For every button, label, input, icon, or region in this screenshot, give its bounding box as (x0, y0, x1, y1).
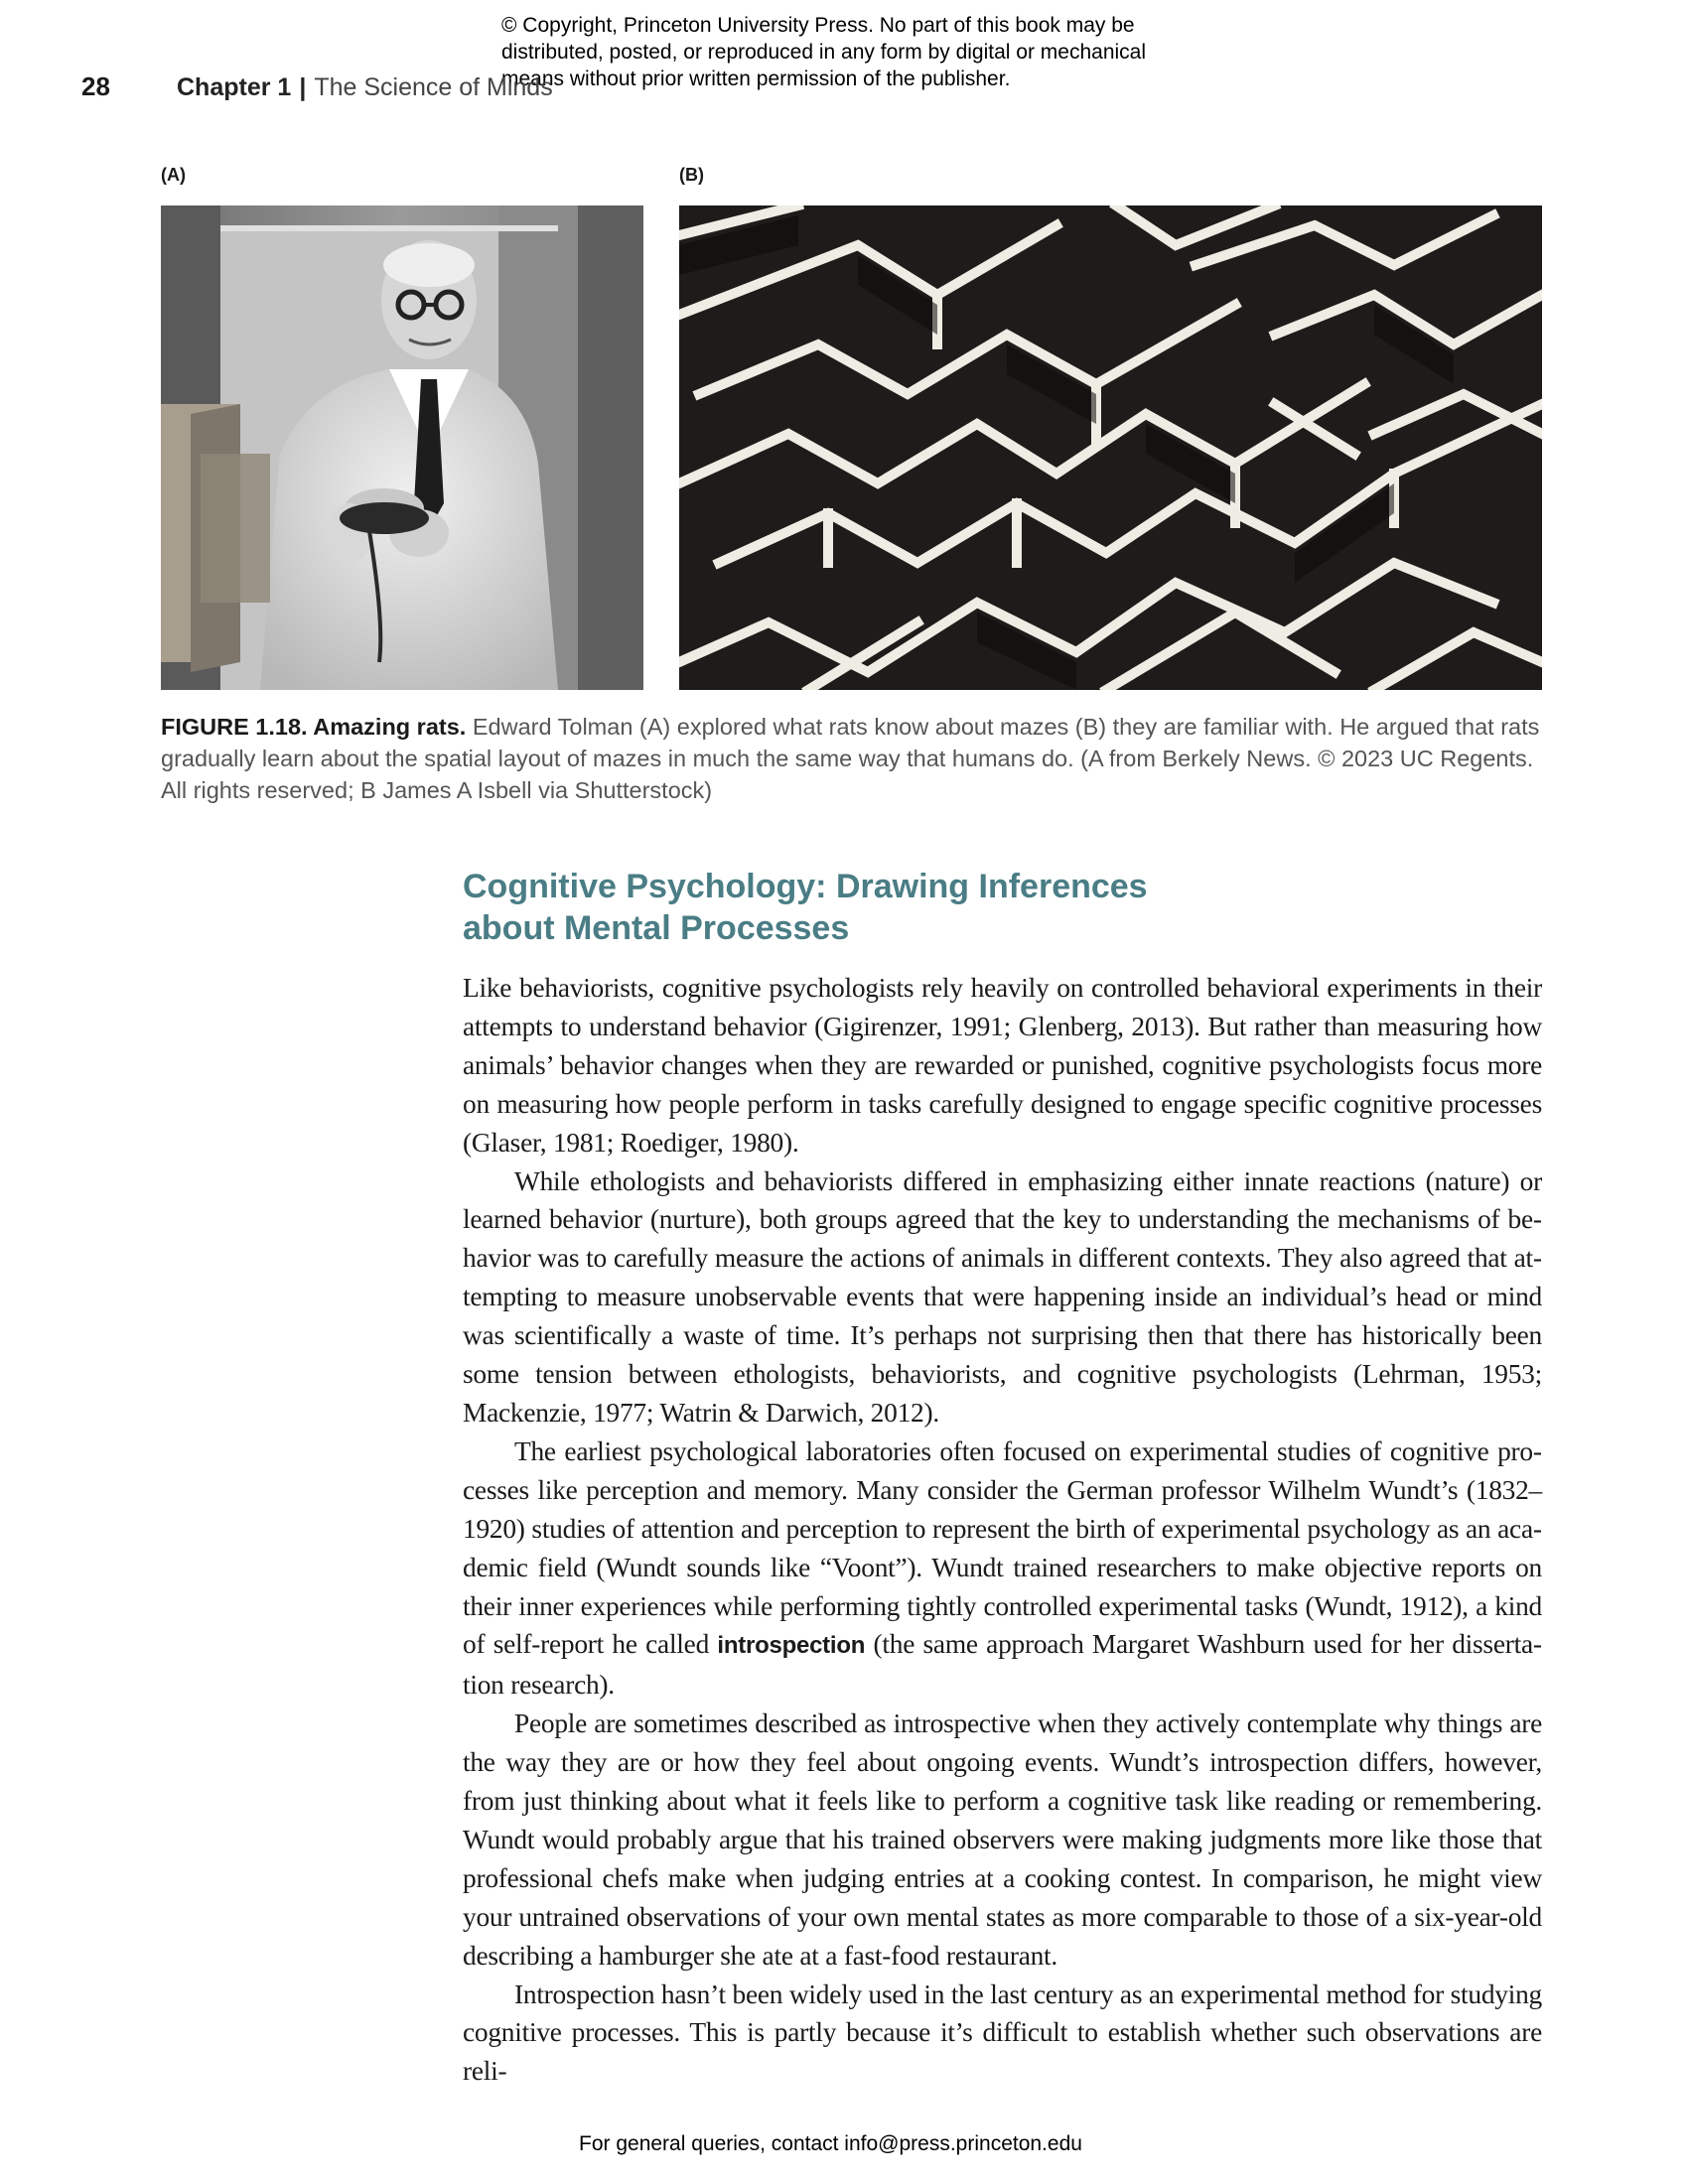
chapter-label: Chapter 1 (177, 73, 292, 101)
figure-panel-a-label: (A) (161, 165, 186, 185)
maze-photo (679, 205, 1542, 690)
footer-contact: For general queries, contact info@press.princeton.edu (579, 2132, 1082, 2155)
tolman-photo (161, 205, 643, 690)
figure-caption-text: Edward Tolman (A) explored what rats know about mazes (B) they are familiar with. He argued that rats gradually learn about the spatial layout of mazes in much the same way that humans do. (A from Berkely News. © 2023 UC Regents. All rights reserved; B James A Isbell via Shutterstock) (161, 714, 1540, 803)
header-separator: | (299, 73, 307, 101)
section-heading (463, 866, 1555, 949)
paragraph-3 (463, 1433, 1542, 1705)
section-heading-line-1: Cognitive Psychology: Drawing Inferences (463, 868, 1148, 905)
figure-caption (161, 711, 1551, 806)
figure-panel-b-label: (B) (679, 165, 704, 185)
paragraph-2: While ethologists and behaviorists differed in emphasizing either innate reactions (nature) or learned behavior (nurture), both groups agreed that the key to understanding the mechanisms of behavior was to carefully measure the actions of animals in different contexts. They also agreed that attempting to measure unobservable events that were happening inside an individual’s head or mind was scientifically a waste of time. It’s perhaps not surprising then that there has historically been some tension between ethologists, behaviorists, and cognitive psychologists (Lehrman, 1953; Mackenzie, 1977; Watrin & Darwich, 2012). (463, 1165, 1542, 1428)
key-term-introspection: introspection (717, 1632, 866, 1660)
chapter-title: The Science of Minds (314, 73, 553, 101)
paragraph-1: Like behaviorists, cognitive psychologists rely heavily on controlled behavioral experiments in their attempts to understand behavior (Gigirenzer, 1991; Glenberg, 2013). But rather than measuring how animals’ behavior changes when they are rewarded or punished, cognitive psychologists focus more on measuring how people perform in tasks carefully designed to engage specific cognitive processes (Glaser, 1981; Roediger, 1980). (463, 973, 1542, 1158)
paragraph-3-text-end: (the same approach Margaret Washburn used for her dissertation research). (463, 1629, 1542, 1701)
page-number: 28 (81, 71, 110, 101)
copyright-line-2: distributed, posted, or reproduced in any form by digital or mechanical (501, 41, 1147, 64)
paragraph-5: Introspection hasn’t been widely used in the last century as an experimental method for studying cognitive processes. This is partly because it’s difficult to establish whether such observations are reli- (463, 1979, 1542, 2087)
paragraph-4: People are sometimes described as introspective when they actively contemplate why things are the way they are or how they feel about ongoing events. Wundt’s introspection differs, however, from just thinking about what it feels like to perform a cognitive task like reading or remembering. Wundt would probably argue that his trained observers were making judgments more like those that professional chefs make when judging entries at a cooking contest. In comparison, he might view your untrained observations of your own mental states as more comparable to those of a six-year-old describing a hamburger she ate at a fast-food restaurant. (463, 1708, 1542, 1971)
copyright-line-3: means without prior written permission of the publisher. (501, 68, 1011, 90)
running-head (177, 73, 553, 102)
figure-caption-label: FIGURE 1.18. Amazing rats. (161, 714, 467, 740)
copyright-line-1: © Copyright, Princeton University Press. No part of this book may be (501, 14, 1135, 37)
copyright-notice (501, 12, 1216, 92)
paragraph-3-text-start: The earliest psychological laboratories often focused on experimental studies of cognitive processes like perception and memory. Many consider the German professor Wilhelm Wundt’s (1832–1920) studies of attention and perception to represent the birth of experimental psychology as an academic field (Wundt sounds like “Voont”). Wundt trained researchers to make objective reports on their inner experiences while performing tightly controlled experimental tasks (Wundt, 1912), a kind of self-report he called (463, 1435, 1542, 1660)
section-heading-line-2: about Mental Processes (463, 909, 850, 947)
body-text (463, 969, 1542, 2091)
